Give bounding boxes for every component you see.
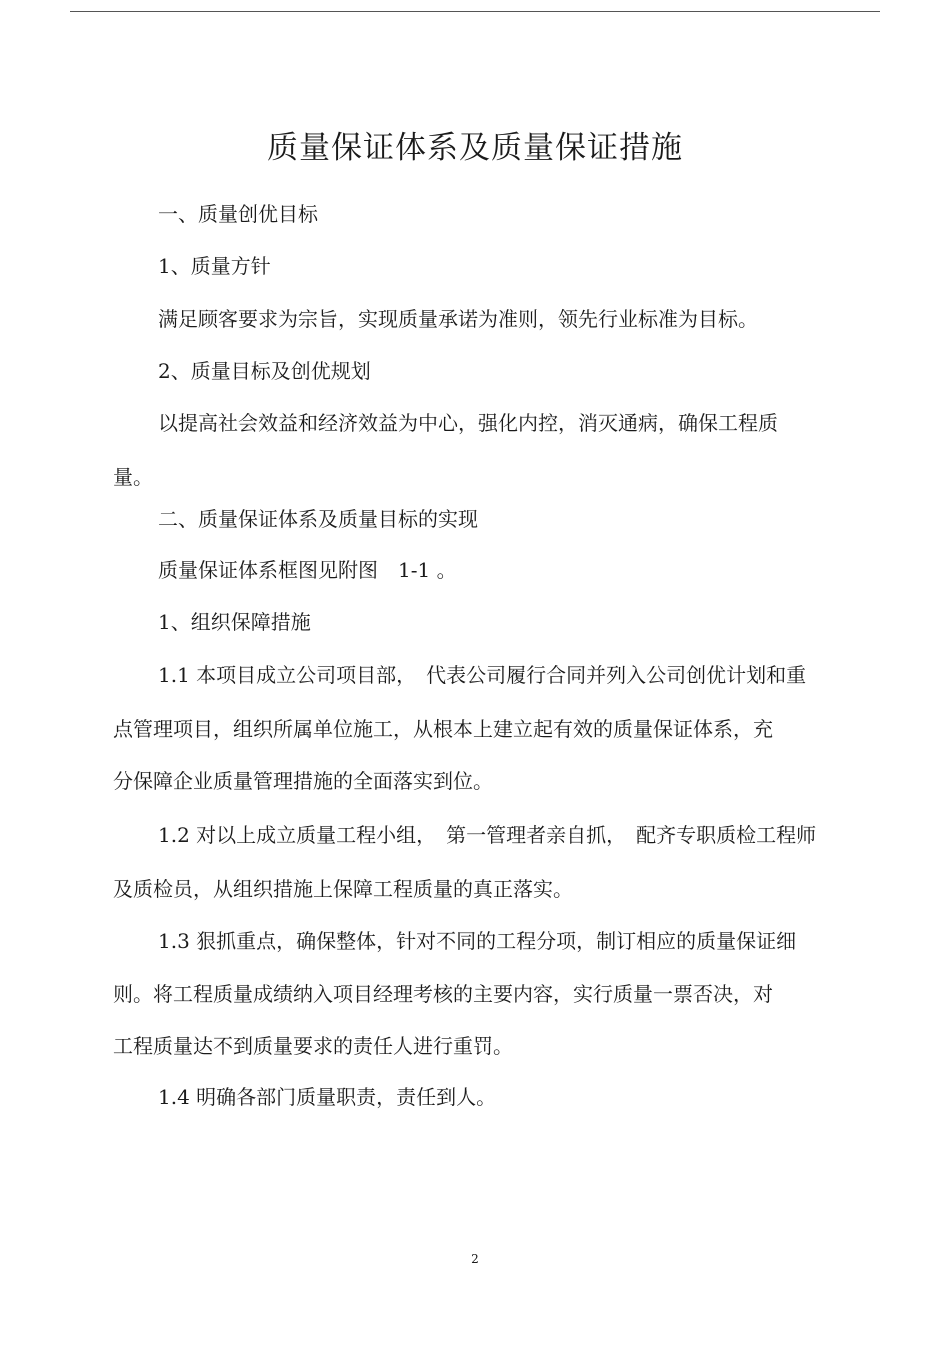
section-heading: 一、质量创优目标 [158,202,318,226]
section-heading: 二、质量保证体系及质量目标的实现 [158,507,478,531]
paragraph-line: 点管理项目，组织所属单位施工，从根本上建立起有效的质量保证体系，充 [113,717,773,741]
subsection-heading: 1、组织保障措施 [158,610,311,634]
subsection-heading: 2、质量目标及创优规划 [158,359,371,383]
paragraph-line: 则。将工程质量成绩纳入项目经理考核的主要内容，实行质量一票否决，对 [113,982,773,1006]
paragraph-line: 量。 [113,465,153,489]
subsection-heading: 1、质量方针 [158,254,271,278]
paragraph-line: 以提高社会效益和经济效益为中心，强化内控，消灭通病，确保工程质 [158,411,778,435]
document-title: 质量保证体系及质量保证措施 [267,130,683,166]
paragraph-line: 工程质量达不到质量要求的责任人进行重罚。 [113,1034,513,1058]
paragraph-line: 1.2 对以上成立质量工程小组， 第一管理者亲自抓， 配齐专职质检工程师 [158,823,817,847]
paragraph-line: 1.4 明确各部门质量职责，责任到人。 [158,1085,497,1109]
paragraph-line: 1.1 本项目成立公司项目部， 代表公司履行合同并列入公司创优计划和重 [158,663,807,687]
header-rule [70,11,880,12]
paragraph-line: 分保障企业质量管理措施的全面落实到位。 [113,769,493,793]
paragraph-line: 及质检员，从组织措施上保障工程质量的真正落实。 [113,877,573,901]
paragraph-line: 满足顾客要求为宗旨，实现质量承诺为准则，领先行业标准为目标。 [158,307,758,331]
page-number: 2 [471,1252,479,1266]
paragraph-line: 1.3 狠抓重点，确保整体，针对不同的工程分项，制订相应的质量保证细 [158,929,797,953]
paragraph-line: 质量保证体系框图见附图 1-1 。 [158,558,457,582]
